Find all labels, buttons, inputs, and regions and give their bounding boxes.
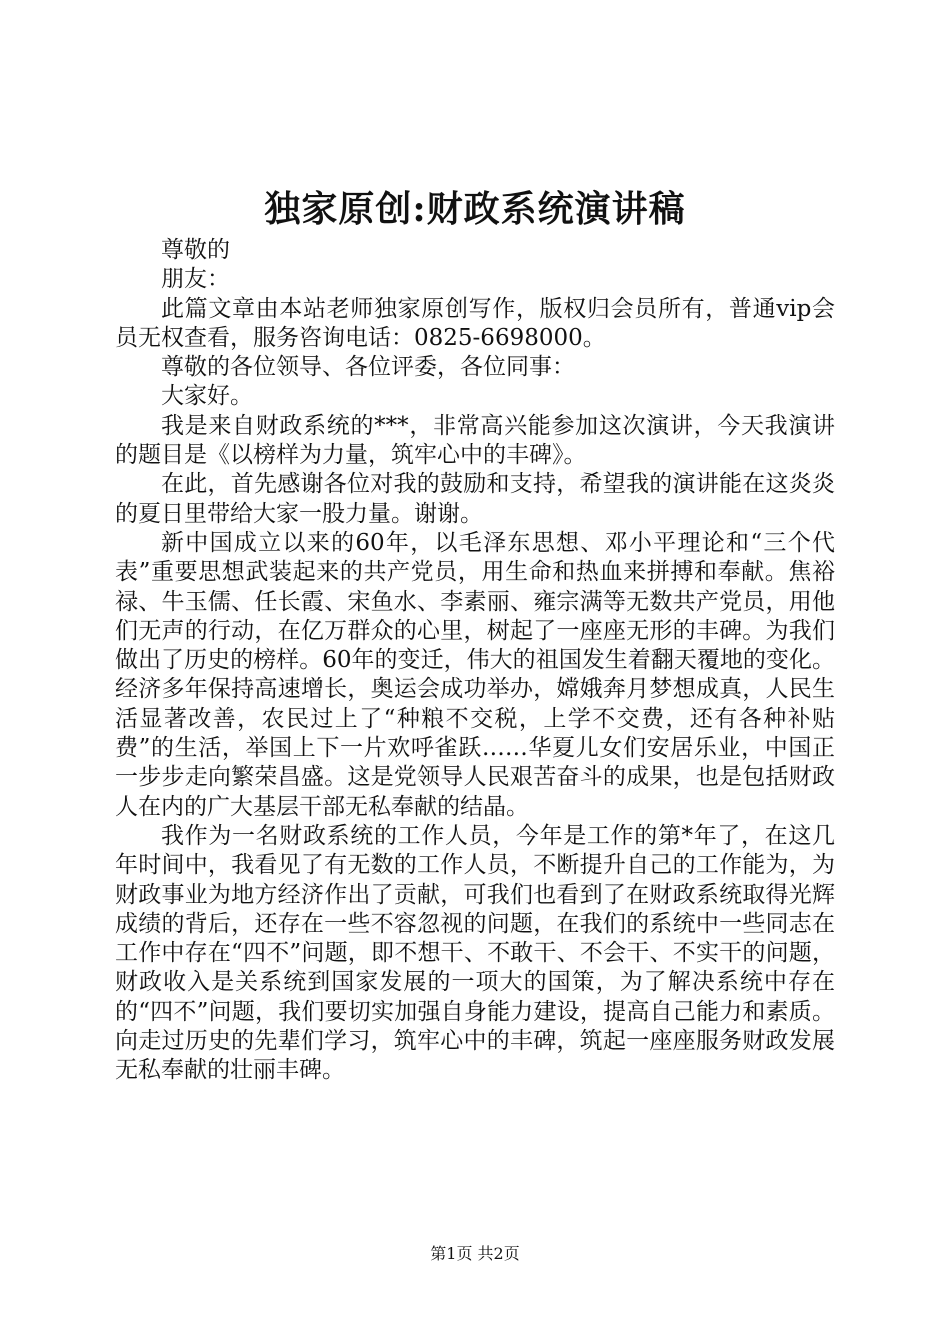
paragraph-copyright-notice: 此篇文章由本站老师独家原创写作，版权归会员所有，普通vip会员无权查看，服务咨询电话：0825-6698000。 [115,295,835,351]
paragraph-introduction: 我是来自财政系统的***，非常高兴能参加这次演讲，今天我演讲的题目是《以榜样为力量，筑牢心中的丰碑》。 [115,412,835,469]
paragraph-greeting-audience: 尊敬的各位领导、各位评委，各位同事： [161,354,575,381]
paragraph-salutation-2: 朋友： [161,266,230,293]
paragraph-work-reflection: 我作为一名财政系统的工作人员，今年是工作的第*年了，在这几年时间中，我看见了有无数的工作人员，不断提升自己的工作能为，为财政事业为地方经济作出了贡献，可我们也看到了在财政系统取得光辉成绩的背后，还存在一些不容忽视的问题，在我们的系统中一些同志在工作中存在“四不”问题，即不想干、不敢干、不会干、不实干的问题，财政收入是关系统到国家发展的一项大的国策，为了解决系统中存在的“四不”问题，我们要切实加强自身能力建设，提高自己能力和素质。向走过历史的先辈们学习，筑牢心中的丰碑，筑起一座座服务财政发展无私奉献的壮丽丰碑。 [115,822,835,1084]
paragraph-history: 新中国成立以来的60年，以毛泽东思想、邓小平理论和“三个代表”重要思想武装起来的共产党员，用生命和热血来拼搏和奉献。焦裕禄、牛玉儒、任长霞、宋鱼水、李素丽、雍宗满等无数共产党员，用他们无声的行动，在亿万群众的心里，树起了一座座无形的丰碑。为我们做出了历史的榜样。60年的变迁，伟大的祖国发生着翻天覆地的变化。经济多年保持高速增长，奥运会成功举办，嫦娥奔月梦想成真，人民生活显著改善，农民过上了“种粮不交税，上学不交费，还有各种补贴费”的生活，举国上下一片欢呼雀跃……华夏儿女们安居乐业，中国正一步步走向繁荣昌盛。这是党领导人民艰苦奋斗的成果，也是包括财政人在内的广大基层干部无私奉献的结晶。 [115,529,835,820]
document-title: 独家原创:财政系统演讲稿 [264,188,686,230]
paragraph-thanks: 在此，首先感谢各位对我的鼓励和支持，希望我的演讲能在这炎炎的夏日里带给大家一股力量。谢谢。 [115,471,835,527]
paragraph-hello: 大家好。 [161,383,253,410]
document-body [115,236,835,1086]
paragraph-salutation-1: 尊敬的 [161,237,230,263]
page-number-footer: 第1页 共2页 [430,1244,520,1263]
